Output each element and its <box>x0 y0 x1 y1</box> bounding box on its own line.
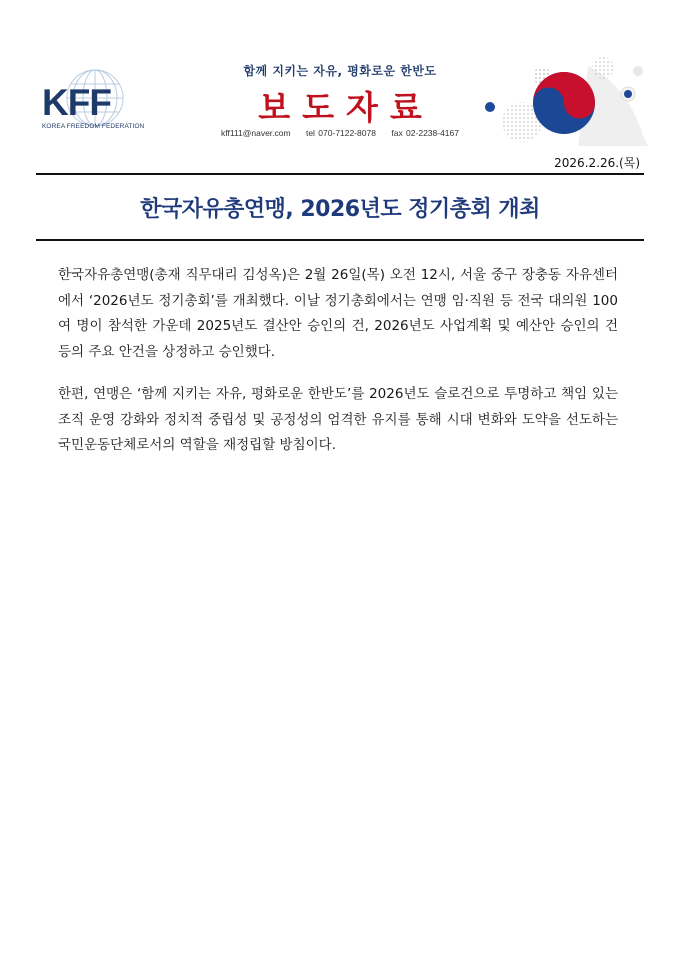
contact-email: kff111@naver.com <box>221 128 291 138</box>
article-paragraph-1: 한국자유총연맹(총재 직무대리 김성옥)은 2월 26일(목) 오전 12시, 서울 중구 장충동 자유센터에서 ‘2026년도 정기총회’를 개최했다. 이날 정기총회에서는 연맹 임·직원 등 전국 대의원 100여 명이 참석한 가운데 2025년도 결산안 승인의 건, 2026년도 사업계획 및 예산안 승인의 건 등의 주요 안건을 상정하고 승인했다. <box>58 267 618 360</box>
logo-subtitle: KOREA FREEDOM FEDERATION <box>42 123 145 130</box>
article-paragraph-2: 한편, 연맹은 ‘함께 지키는 자유, 평화로운 한반도’를 2026년도 슬로건으로 투명하고 책임 있는 조직 운영 강화와 정치적 중립성 및 공정성의 엄격한 유지를 통해 시대 변화와 도약을 선도하는 국민운동단체로서의 역할을 재정립할 방침이다. <box>58 386 618 453</box>
logo-wordmark: KFF <box>42 82 111 123</box>
release-date: 2026.2.26.(목) <box>554 156 640 170</box>
headline-bottom-rule <box>36 239 644 241</box>
taegeuk-decoration-icon <box>478 56 648 146</box>
headline-top-rule <box>36 173 644 175</box>
contact-tel: tel 070-7122-8078 <box>305 128 376 138</box>
slogan: 함께 지키는 자유, 평화로운 한반도 <box>243 64 437 78</box>
article-headline: 한국자유총연맹, 2026년도 정기총회 개최 <box>140 197 540 222</box>
contact-fax: fax 02-2238-4167 <box>391 128 459 138</box>
press-release-title: 보도자료 <box>258 88 434 127</box>
